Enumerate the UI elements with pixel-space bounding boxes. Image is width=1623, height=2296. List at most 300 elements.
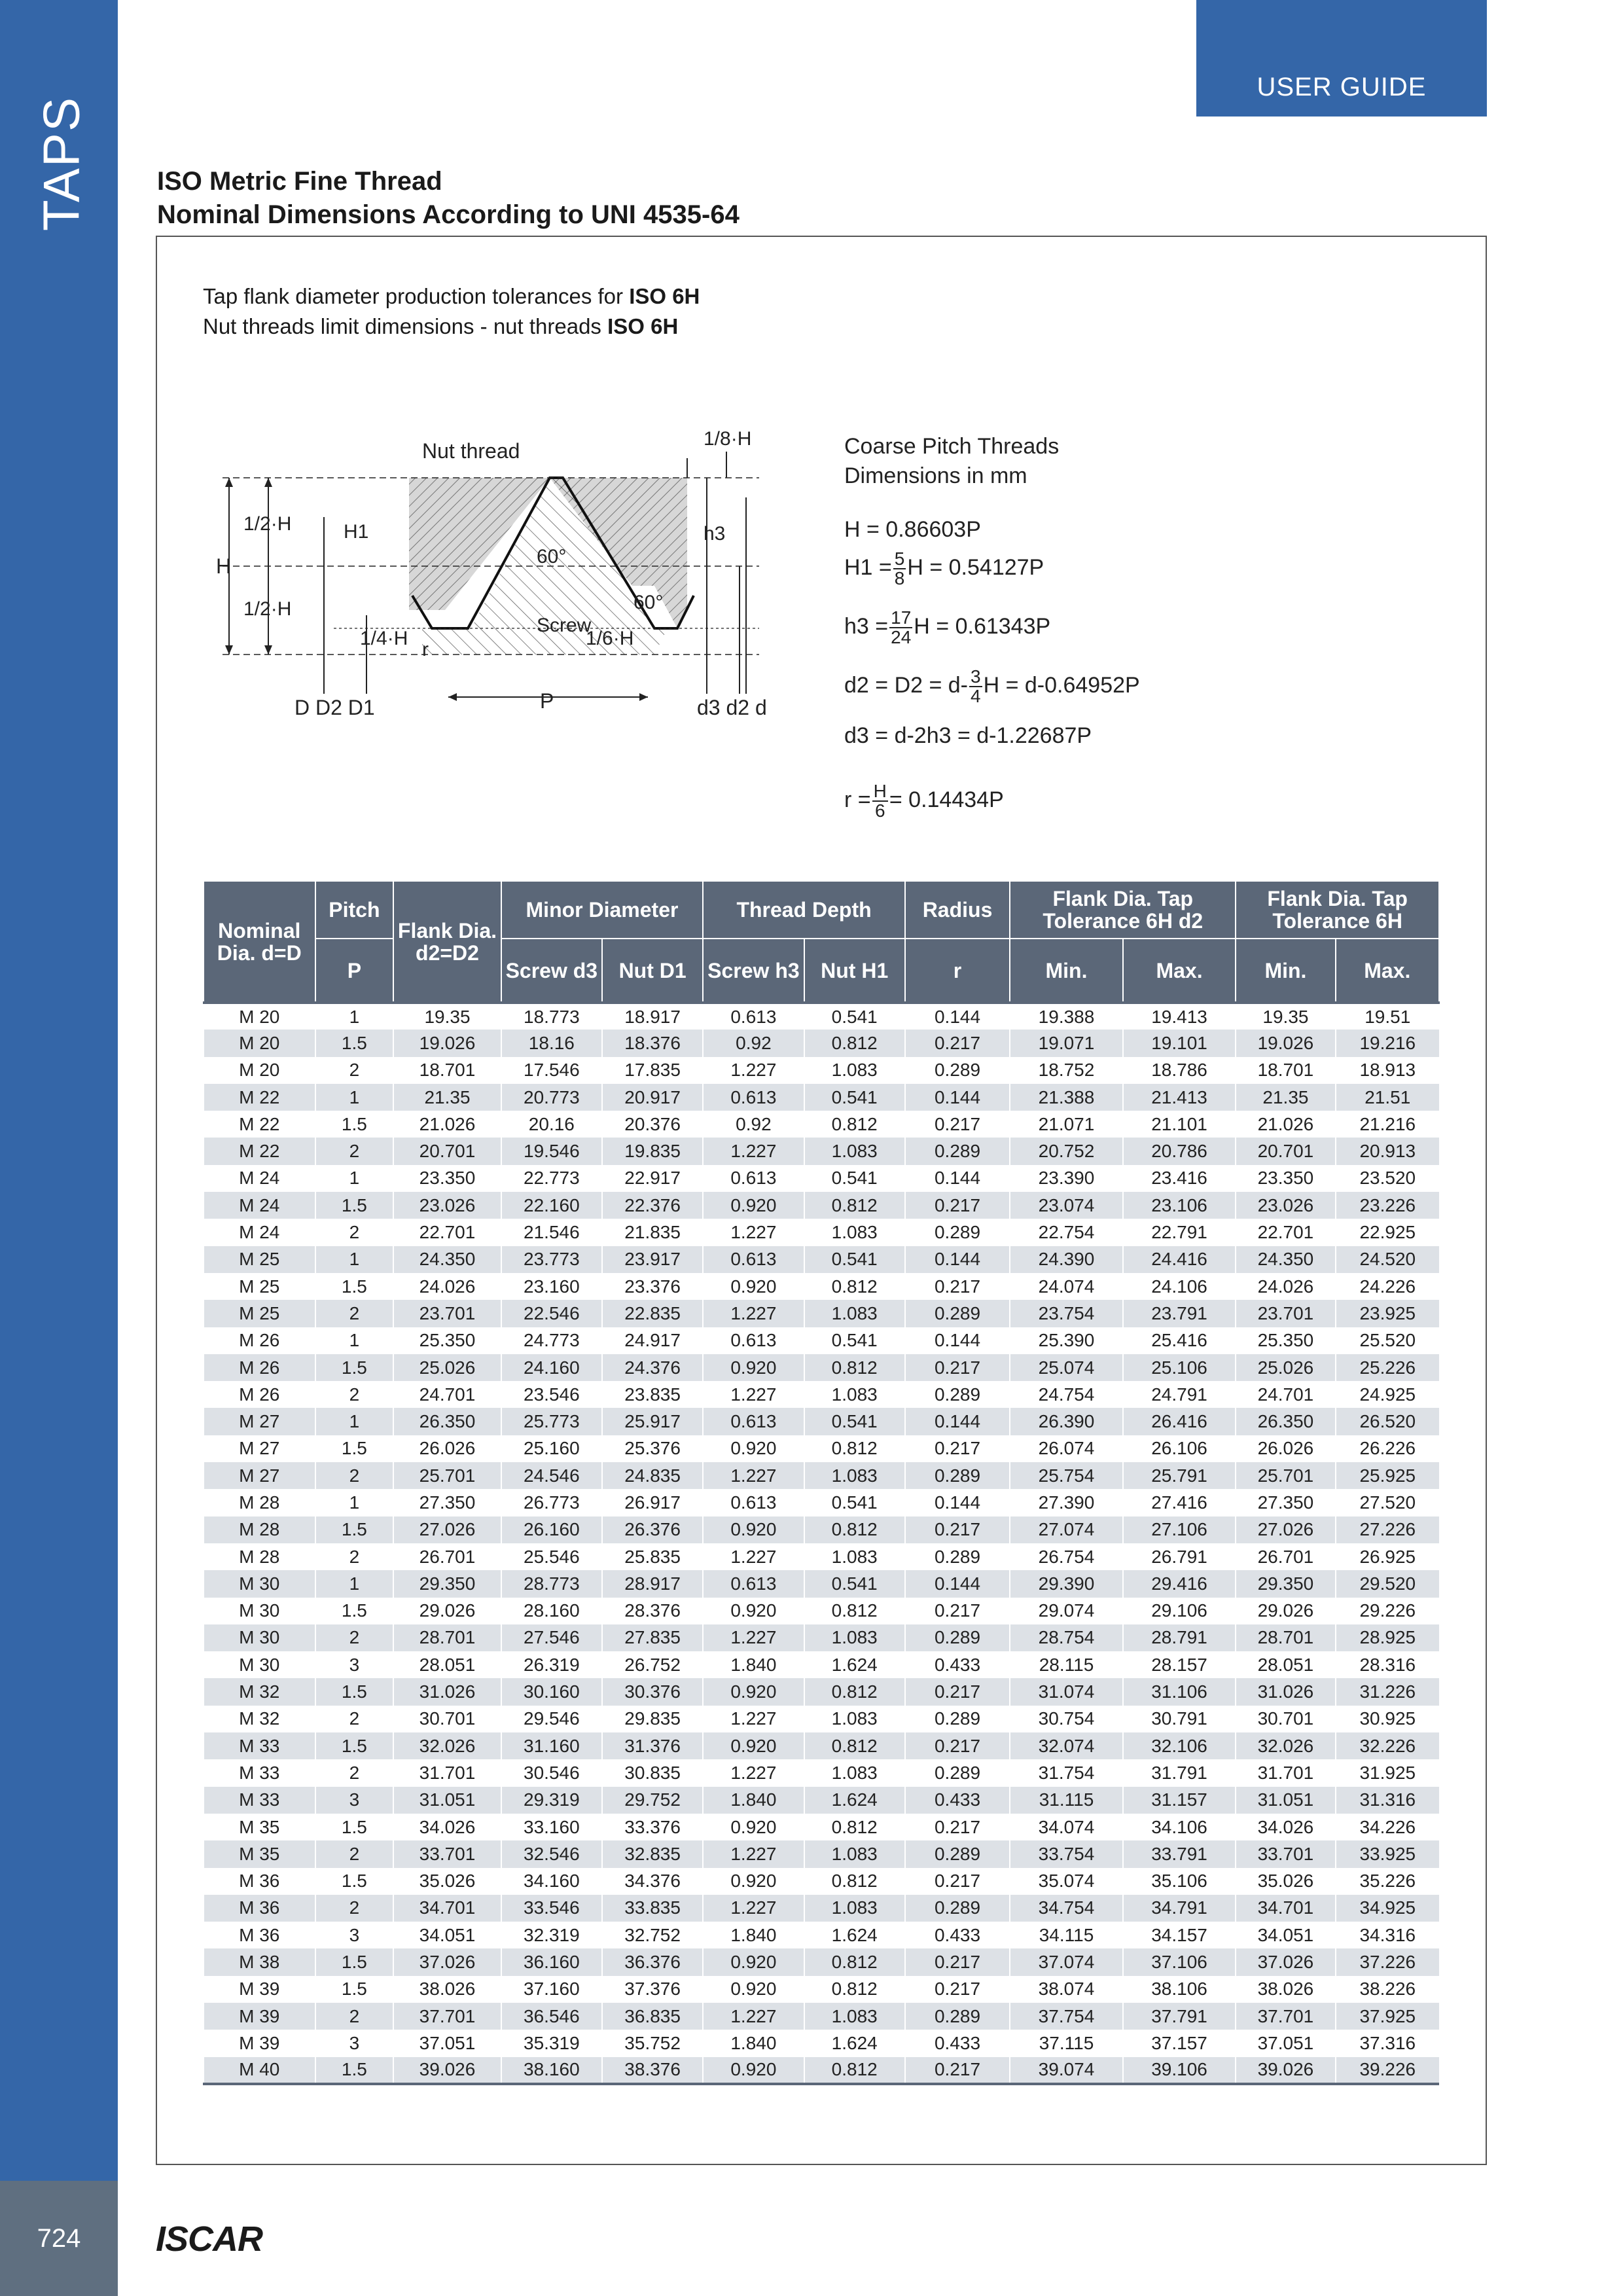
table-cell: 31.106 <box>1123 1678 1236 1705</box>
table-cell: 21.35 <box>1236 1084 1335 1111</box>
table-cell: 0.217 <box>905 1678 1010 1705</box>
table-cell: 25.350 <box>1236 1327 1335 1354</box>
header-nut-tolerance: Flank Dia. Tap Tolerance 6H <box>1236 881 1439 939</box>
table-cell: 1 <box>315 1327 394 1354</box>
table-cell: 23.917 <box>602 1246 703 1273</box>
table-cell: 30.835 <box>602 1759 703 1786</box>
table-cell: 31.051 <box>1236 1787 1335 1814</box>
table-cell: 25.226 <box>1336 1354 1439 1381</box>
table-row <box>204 1273 1439 1300</box>
table-cell: 1.5 <box>315 1273 394 1300</box>
table-cell: 1.083 <box>804 1759 905 1786</box>
table-cell: 34.157 <box>1123 1922 1236 1948</box>
screw-label: Screw <box>537 615 592 636</box>
header-minor: Minor Diameter <box>501 881 704 939</box>
table-cell: 0.613 <box>703 1570 804 1597</box>
table-cell: 29.026 <box>1236 1598 1335 1624</box>
table-cell: 18.773 <box>501 1003 602 1030</box>
page-number-box <box>0 2181 118 2296</box>
table-cell: 2 <box>315 1706 394 1732</box>
table-cell: 0.144 <box>905 1327 1010 1354</box>
table-cell: 25.791 <box>1123 1462 1236 1489</box>
table-cell: 36.160 <box>501 1948 602 1975</box>
table-cell: 25.546 <box>501 1543 602 1570</box>
table-cell: 29.835 <box>602 1706 703 1732</box>
table-cell: 35.026 <box>1236 1868 1335 1895</box>
table-cell: 22.546 <box>501 1300 602 1327</box>
table-cell: 31.925 <box>1336 1759 1439 1786</box>
header-nut-min: Min. <box>1236 939 1335 1003</box>
table-cell: 25.106 <box>1123 1354 1236 1381</box>
intro-text <box>203 281 700 342</box>
table-cell: 34.226 <box>1336 1814 1439 1840</box>
table-cell: M 28 <box>204 1516 315 1543</box>
table-cell: 1.227 <box>703 1300 804 1327</box>
table-cell: 32.546 <box>501 1840 602 1867</box>
table-cell: 27.106 <box>1123 1516 1236 1543</box>
table-cell: 1 <box>315 1408 394 1435</box>
table-cell: 0.217 <box>905 1435 1010 1462</box>
intro-line-1: Tap flank diameter production tolerances for ISO 6H <box>203 284 700 308</box>
table-cell: 24.376 <box>602 1354 703 1381</box>
table-cell: 20.376 <box>602 1111 703 1138</box>
table-cell: 2 <box>315 1300 394 1327</box>
table-cell: 0.289 <box>905 1381 1010 1408</box>
table-cell: 31.754 <box>1010 1759 1123 1786</box>
table-cell: 1.5 <box>315 2057 394 2084</box>
table-cell: 0.289 <box>905 1462 1010 1489</box>
table-row <box>204 1165 1439 1192</box>
table-cell: 0.920 <box>703 1273 804 1300</box>
table-cell: 18.913 <box>1336 1057 1439 1084</box>
header-nut-max: Max. <box>1336 939 1439 1003</box>
top-angle-label: 60° <box>537 546 567 567</box>
table-cell: M 27 <box>204 1408 315 1435</box>
table-row <box>204 1003 1439 1030</box>
table-cell: M 28 <box>204 1489 315 1516</box>
table-row <box>204 1732 1439 1759</box>
table-cell: 1.5 <box>315 1948 394 1975</box>
table-cell: 1.5 <box>315 1868 394 1895</box>
table-cell: 24.350 <box>393 1246 501 1273</box>
table-cell: 1.227 <box>703 1462 804 1489</box>
table-cell: 0.541 <box>804 1084 905 1111</box>
table-cell: 1.083 <box>804 1543 905 1570</box>
table-cell: M 30 <box>204 1624 315 1651</box>
table-cell: 24.160 <box>501 1354 602 1381</box>
table-cell: 31.376 <box>602 1732 703 1759</box>
table-cell: 25.917 <box>602 1408 703 1435</box>
table-cell: 0.144 <box>905 1084 1010 1111</box>
table-cell: 24.754 <box>1010 1381 1123 1408</box>
table-cell: 33.546 <box>501 1895 602 1922</box>
table-cell: 1.083 <box>804 1300 905 1327</box>
table-cell: 30.701 <box>393 1706 501 1732</box>
table-cell: 38.074 <box>1010 1976 1123 2003</box>
table-cell: 22.376 <box>602 1192 703 1219</box>
table-cell: 19.216 <box>1336 1030 1439 1056</box>
table-cell: M 26 <box>204 1327 315 1354</box>
table-cell: 0.920 <box>703 1354 804 1381</box>
table-cell: 29.520 <box>1336 1570 1439 1597</box>
table-cell: 0.812 <box>804 1678 905 1705</box>
table-cell: 1.083 <box>804 1706 905 1732</box>
table-cell: 1.227 <box>703 1759 804 1786</box>
table-cell: 0.920 <box>703 1868 804 1895</box>
quarter-h-label: 1/4·H <box>360 628 408 649</box>
table-cell: 30.546 <box>501 1759 602 1786</box>
table-cell: 30.160 <box>501 1678 602 1705</box>
table-cell: 0.920 <box>703 1192 804 1219</box>
table-cell: 32.835 <box>602 1840 703 1867</box>
table-cell: 29.390 <box>1010 1570 1123 1597</box>
table-cell: 27.390 <box>1010 1489 1123 1516</box>
header-minor-nut: Nut D1 <box>602 939 703 1003</box>
table-cell: 39.226 <box>1336 2057 1439 2084</box>
table-cell: 2 <box>315 1219 394 1246</box>
table-cell: 28.917 <box>602 1570 703 1597</box>
table-cell: 39.026 <box>1236 2057 1335 2084</box>
table-cell: 33.835 <box>602 1895 703 1922</box>
table-row <box>204 1814 1439 1840</box>
table-cell: 30.754 <box>1010 1706 1123 1732</box>
h3-label: h3 <box>704 523 726 545</box>
table-cell: 26.520 <box>1336 1408 1439 1435</box>
table-row <box>204 2003 1439 2030</box>
header-tap-tolerance: Flank Dia. Tap Tolerance 6H d2 <box>1010 881 1236 939</box>
table-cell: 20.16 <box>501 1111 602 1138</box>
table-cell: 0.217 <box>905 1354 1010 1381</box>
table-cell: 31.074 <box>1010 1678 1123 1705</box>
table-cell: 24.701 <box>393 1381 501 1408</box>
table-cell: 25.701 <box>1236 1462 1335 1489</box>
table-cell: 0.289 <box>905 1759 1010 1786</box>
table-cell: 35.026 <box>393 1868 501 1895</box>
table-cell: 1.083 <box>804 1895 905 1922</box>
table-cell: 34.051 <box>393 1922 501 1948</box>
table-cell: 0.541 <box>804 1408 905 1435</box>
table-cell: 36.376 <box>602 1948 703 1975</box>
table-cell: 21.51 <box>1336 1084 1439 1111</box>
header-pitch-symbol: P <box>315 939 394 1003</box>
table-cell: 28.051 <box>1236 1651 1335 1678</box>
table-cell: 38.026 <box>393 1976 501 2003</box>
table-cell: 0.812 <box>804 2057 905 2084</box>
table-cell: M 33 <box>204 1787 315 1814</box>
right-angle-label: 60° <box>633 592 664 613</box>
table-cell: 0.613 <box>703 1327 804 1354</box>
formula-h3: h3 = $\frac{17}{24}$ H = 0.61343P <box>844 607 1051 647</box>
table-cell: 0.144 <box>905 1570 1010 1597</box>
table-cell: 0.920 <box>703 1598 804 1624</box>
table-cell: 23.350 <box>1236 1165 1335 1192</box>
table-cell: 29.074 <box>1010 1598 1123 1624</box>
table-cell: 2 <box>315 1543 394 1570</box>
table-cell: 32.106 <box>1123 1732 1236 1759</box>
table-cell: 31.701 <box>393 1759 501 1786</box>
table-body <box>204 1003 1439 2084</box>
table-cell: M 36 <box>204 1868 315 1895</box>
header-nominal: Nominal Dia. d=D <box>204 881 315 1003</box>
table-row <box>204 1706 1439 1732</box>
table-cell: 1 <box>315 1570 394 1597</box>
header-radius-symbol: r <box>905 939 1010 1003</box>
table-cell: 32.026 <box>393 1732 501 1759</box>
table-cell: 37.376 <box>602 1976 703 2003</box>
table-cell: 1.083 <box>804 1840 905 1867</box>
table-cell: 2 <box>315 1057 394 1084</box>
table-cell: 31.051 <box>393 1787 501 1814</box>
table-row <box>204 1598 1439 1624</box>
table-cell: 0.613 <box>703 1489 804 1516</box>
table-cell: 37.115 <box>1010 2030 1123 2056</box>
table-cell: M 28 <box>204 1543 315 1570</box>
table-cell: 0.541 <box>804 1003 905 1030</box>
table-cell: 1.227 <box>703 1219 804 1246</box>
table-cell: 26.416 <box>1123 1408 1236 1435</box>
table-cell: 1.5 <box>315 1192 394 1219</box>
table-row <box>204 1651 1439 1678</box>
table-row <box>204 1435 1439 1462</box>
table-cell: 23.701 <box>393 1300 501 1327</box>
table-cell: 31.316 <box>1336 1787 1439 1814</box>
table-cell: 0.920 <box>703 1948 804 1975</box>
formula-heading-1: Coarse Pitch Threads <box>844 434 1060 459</box>
table-row <box>204 1084 1439 1111</box>
table-cell: 0.920 <box>703 1814 804 1840</box>
half-h-bottom-label: 1/2·H <box>243 598 292 620</box>
table-cell: 25.701 <box>393 1462 501 1489</box>
table-cell: 22.925 <box>1336 1219 1439 1246</box>
table-row <box>204 2057 1439 2084</box>
table-cell: 22.701 <box>1236 1219 1335 1246</box>
header-depth-screw: Screw h3 <box>703 939 804 1003</box>
table-cell: 19.51 <box>1336 1003 1439 1030</box>
table-cell: 20.913 <box>1336 1138 1439 1164</box>
table-cell: 19.071 <box>1010 1030 1123 1056</box>
table-cell: M 35 <box>204 1840 315 1867</box>
table-cell: 21.35 <box>393 1084 501 1111</box>
table-cell: 28.316 <box>1336 1651 1439 1678</box>
table-cell: M 39 <box>204 2003 315 2030</box>
table-cell: 0.144 <box>905 1003 1010 1030</box>
table-cell: 1.083 <box>804 1219 905 1246</box>
table-cell: 2 <box>315 2003 394 2030</box>
table-cell: 0.144 <box>905 1489 1010 1516</box>
table-cell: M 24 <box>204 1219 315 1246</box>
table-cell: 1.083 <box>804 1057 905 1084</box>
table-row <box>204 1030 1439 1056</box>
table-cell: 0.613 <box>703 1246 804 1273</box>
table-cell: 29.416 <box>1123 1570 1236 1597</box>
table-cell: M 22 <box>204 1111 315 1138</box>
formula-r: r = $\frac{H}{6}$ = 0.14434P <box>844 781 1004 821</box>
table-cell: 1 <box>315 1489 394 1516</box>
radius-label: r <box>422 639 429 660</box>
table-cell: 34.791 <box>1123 1895 1236 1922</box>
section-label: TAPS <box>32 96 90 231</box>
table-cell: 1.227 <box>703 1543 804 1570</box>
table-cell: 21.071 <box>1010 1111 1123 1138</box>
table-cell: 34.051 <box>1236 1922 1335 1948</box>
table-cell: 22.835 <box>602 1300 703 1327</box>
intro-line-2: Nut threads limit dimensions - nut threads ISO 6H <box>203 314 679 338</box>
table-cell: 35.074 <box>1010 1868 1123 1895</box>
table-cell: 24.416 <box>1123 1246 1236 1273</box>
table-cell: 0.289 <box>905 1624 1010 1651</box>
table-cell: 29.106 <box>1123 1598 1236 1624</box>
user-guide-tab <box>1196 0 1487 117</box>
table-cell: 1.227 <box>703 1057 804 1084</box>
table-cell: 24.026 <box>1236 1273 1335 1300</box>
table-cell: 1 <box>315 1165 394 1192</box>
table-cell: 22.701 <box>393 1219 501 1246</box>
table-cell: 29.226 <box>1336 1598 1439 1624</box>
table-row <box>204 1300 1439 1327</box>
table-cell: 0.812 <box>804 1814 905 1840</box>
table-cell: 24.791 <box>1123 1381 1236 1408</box>
table-cell: 23.791 <box>1123 1300 1236 1327</box>
table-cell: 3 <box>315 1787 394 1814</box>
table-cell: 0.289 <box>905 1543 1010 1570</box>
table-cell: 25.026 <box>393 1354 501 1381</box>
table-cell: M 25 <box>204 1300 315 1327</box>
table-cell: 28.925 <box>1336 1624 1439 1651</box>
nut-diameters-label: D D2 D1 <box>294 696 375 719</box>
table-cell: 0.920 <box>703 1516 804 1543</box>
table-cell: 34.376 <box>602 1868 703 1895</box>
formula-heading-2: Dimensions in mm <box>844 463 1027 488</box>
table-cell: M 32 <box>204 1706 315 1732</box>
table-cell: 1.227 <box>703 1138 804 1164</box>
table-cell: 26.791 <box>1123 1543 1236 1570</box>
table-cell: M 40 <box>204 2057 315 2084</box>
table-cell: 24.520 <box>1336 1246 1439 1273</box>
table-cell: 22.791 <box>1123 1219 1236 1246</box>
table-cell: 1.624 <box>804 2030 905 2056</box>
table-cell: 30.791 <box>1123 1706 1236 1732</box>
table-cell: 27.835 <box>602 1624 703 1651</box>
table-cell: 0.812 <box>804 1435 905 1462</box>
table-cell: 36.835 <box>602 2003 703 2030</box>
table-cell: 37.754 <box>1010 2003 1123 2030</box>
table-cell: M 20 <box>204 1003 315 1030</box>
header-radius: Radius <box>905 881 1010 939</box>
header-tap-min: Min. <box>1010 939 1123 1003</box>
table-cell: 18.701 <box>1236 1057 1335 1084</box>
table-cell: 37.701 <box>393 2003 501 2030</box>
table-cell: 28.701 <box>393 1624 501 1651</box>
table-cell: 1.5 <box>315 1516 394 1543</box>
table-cell: 32.226 <box>1336 1732 1439 1759</box>
table-cell: 33.925 <box>1336 1840 1439 1867</box>
table-cell: M 36 <box>204 1895 315 1922</box>
table-cell: 37.157 <box>1123 2030 1236 2056</box>
user-guide-label: USER GUIDE <box>1257 73 1427 101</box>
h1-label: H1 <box>344 521 369 543</box>
table-cell: M 36 <box>204 1922 315 1948</box>
table-cell: 2 <box>315 1840 394 1867</box>
table-cell: 32.074 <box>1010 1732 1123 1759</box>
table-cell: 27.026 <box>393 1516 501 1543</box>
table-cell: 26.752 <box>602 1651 703 1678</box>
table-cell: 27.026 <box>1236 1516 1335 1543</box>
table-cell: 21.388 <box>1010 1084 1123 1111</box>
table-cell: 27.074 <box>1010 1516 1123 1543</box>
table-row <box>204 1381 1439 1408</box>
table-cell: 33.791 <box>1123 1840 1236 1867</box>
table-cell: 25.416 <box>1123 1327 1236 1354</box>
table-cell: 27.416 <box>1123 1489 1236 1516</box>
table-cell: 32.319 <box>501 1922 602 1948</box>
formula-h: H = 0.86603P <box>844 517 981 542</box>
header-flank: Flank Dia. d2=D2 <box>393 881 501 1003</box>
formula-d2: d2 = D2 = d- $\frac{3}{4}$ H = d-0.64952P <box>844 666 1140 706</box>
table-cell: 1 <box>315 1246 394 1273</box>
table-cell: 23.026 <box>1236 1192 1335 1219</box>
table-cell: 0.812 <box>804 1111 905 1138</box>
table-cell: 29.026 <box>393 1598 501 1624</box>
table-cell: 0.812 <box>804 1948 905 1975</box>
table-row <box>204 1787 1439 1814</box>
formula-h1: H1 = $\frac{5}{8}$ H = 0.54127P <box>844 548 1044 588</box>
table-cell: 0.433 <box>905 2030 1010 2056</box>
table-cell: 1.227 <box>703 1706 804 1732</box>
table-cell: 37.106 <box>1123 1948 1236 1975</box>
table-cell: 23.160 <box>501 1273 602 1300</box>
table-row <box>204 1192 1439 1219</box>
table-cell: 0.920 <box>703 1435 804 1462</box>
table-cell: 35.319 <box>501 2030 602 2056</box>
table-cell: 24.546 <box>501 1462 602 1489</box>
table-cell: 23.925 <box>1336 1300 1439 1327</box>
table-cell: 0.541 <box>804 1165 905 1192</box>
table-cell: 34.701 <box>393 1895 501 1922</box>
table-cell: 0.613 <box>703 1003 804 1030</box>
table-cell: 0.613 <box>703 1408 804 1435</box>
table-cell: 21.101 <box>1123 1111 1236 1138</box>
table-cell: 30.701 <box>1236 1706 1335 1732</box>
table-cell: 31.160 <box>501 1732 602 1759</box>
table-cell: 37.074 <box>1010 1948 1123 1975</box>
table-cell: 2 <box>315 1624 394 1651</box>
table-cell: 1.227 <box>703 1840 804 1867</box>
table-cell: 0.920 <box>703 1732 804 1759</box>
table-cell: 28.754 <box>1010 1624 1123 1651</box>
table-cell: 20.701 <box>393 1138 501 1164</box>
table-cell: 1.5 <box>315 1976 394 2003</box>
table-cell: 19.026 <box>393 1030 501 1056</box>
table-row <box>204 1840 1439 1867</box>
table-cell: 26.026 <box>393 1435 501 1462</box>
table-cell: 1.840 <box>703 1787 804 1814</box>
pitch-label: P <box>540 689 554 713</box>
table-cell: 26.754 <box>1010 1543 1123 1570</box>
table-cell: 25.925 <box>1336 1462 1439 1489</box>
table-cell: 27.350 <box>393 1489 501 1516</box>
table-cell: 21.026 <box>393 1111 501 1138</box>
table-cell: 31.157 <box>1123 1787 1236 1814</box>
table-cell: M 30 <box>204 1598 315 1624</box>
table-cell: 0.613 <box>703 1165 804 1192</box>
table-cell: 0.812 <box>804 1868 905 1895</box>
table-cell: 38.106 <box>1123 1976 1236 2003</box>
half-h-top-label: 1/2·H <box>243 513 292 535</box>
table-cell: M 25 <box>204 1246 315 1273</box>
table-cell: 31.115 <box>1010 1787 1123 1814</box>
table-row <box>204 1868 1439 1895</box>
table-row <box>204 1624 1439 1651</box>
